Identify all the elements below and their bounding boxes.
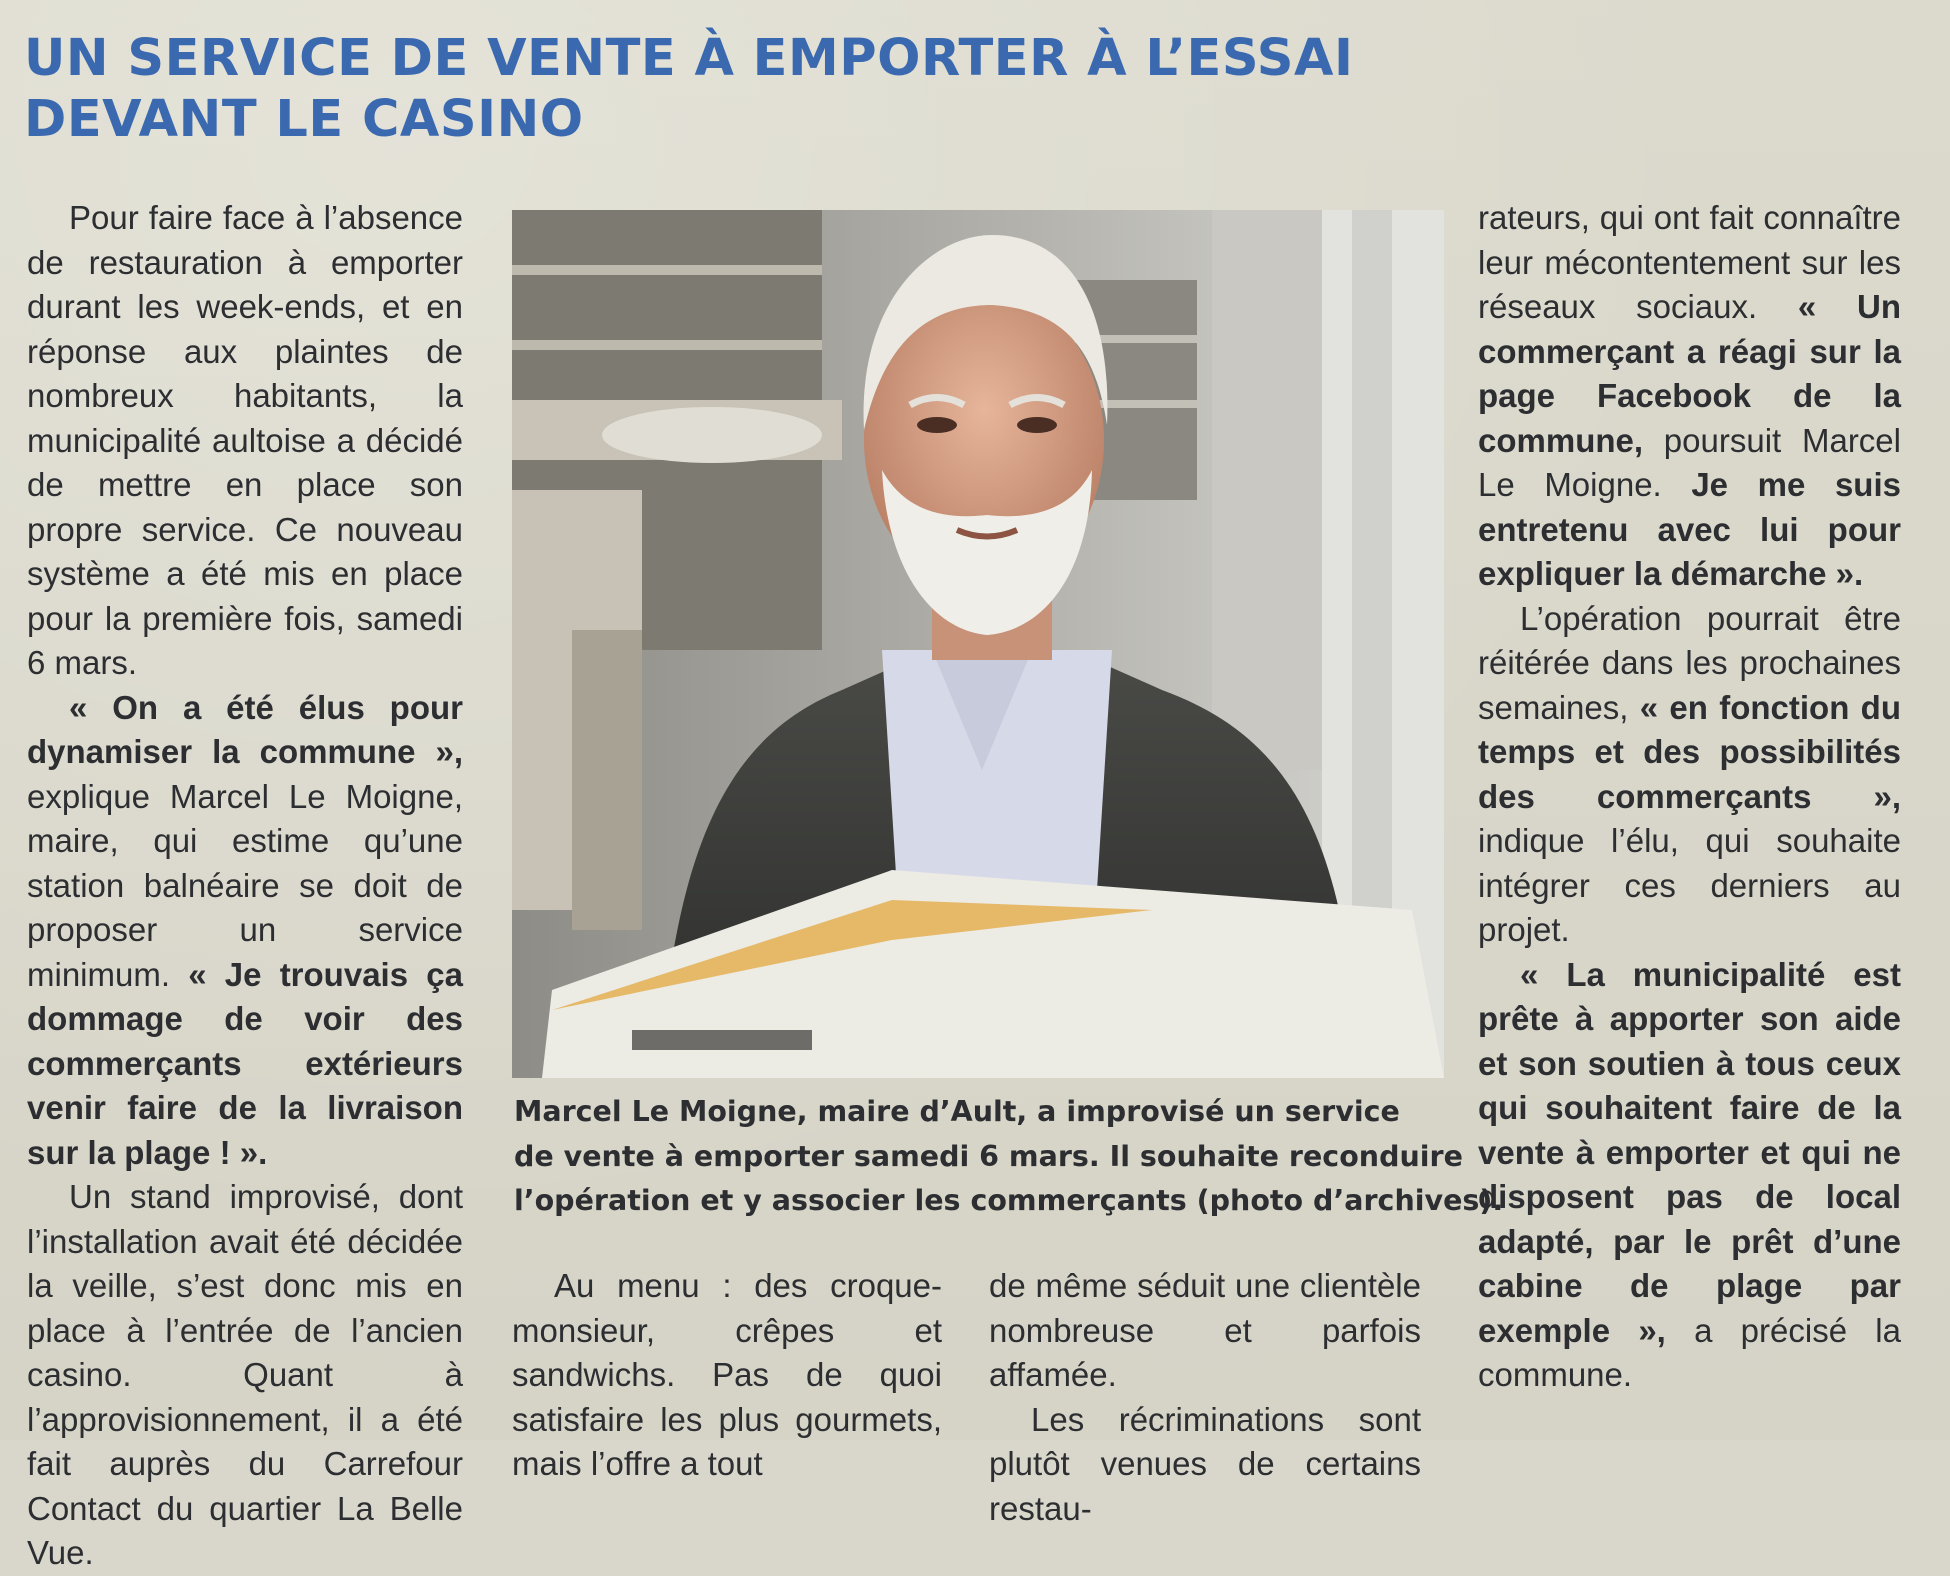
paragraph: Au menu : des croque-monsieur, crêpes et sandwichs. Pas de quoi satisfaire les plus gourmets, mais l’offre a tout <box>512 1267 942 1482</box>
body-text: a précisé la commune. <box>1478 1311 1901 1393</box>
paragraph-quote <box>27 686 463 1176</box>
caption-line: Marcel Le Moigne, maire d’Ault, a improvisé un service <box>514 1095 1400 1128</box>
body-text: poursuit Marcel Le Moigne. <box>1478 421 1901 503</box>
article-column-3 <box>1478 196 1901 1398</box>
article-headline <box>24 28 1924 150</box>
quote-text: « On a été élus pour dynamiser la commune », <box>27 688 463 770</box>
paragraph: Les récriminations sont plutôt venues de certains restau- <box>989 1400 1421 1527</box>
paragraph <box>1478 597 1901 953</box>
body-text: rateurs, qui ont fait connaître leur mécontentement sur les réseaux sociaux. <box>1478 199 1901 325</box>
quote-text: « La municipalité est prête à apporter son aide et son soutien à tous ceux qui souhaitent faire de la vente à emporter et qui ne disposent pas de local adapté, par le prêt d’une cabine de plage par exemple », <box>1478 955 1901 1349</box>
article-column-2b <box>989 1264 1421 1531</box>
article-column-1 <box>27 196 463 1576</box>
caption-line: de vente à emporter samedi 6 mars. Il souhaite reconduire <box>514 1139 1463 1173</box>
quote-text: « en fonction du temps et des possibilités des commerçants », <box>1478 688 1901 815</box>
headline-line-1: UN SERVICE DE VENTE À EMPORTER À L’ESSAI <box>24 29 1354 88</box>
body-text: indique l’élu, qui souhaite intégrer ces derniers au projet. <box>1478 822 1901 948</box>
caption-line: l’opération et y associer les commerçants (photo d’archives). <box>514 1184 1504 1217</box>
quote-text: « Un commerçant a réagi sur la page Facebook de la commune, <box>1478 288 1901 459</box>
paragraph: Un stand improvisé, dont l’installation avait été décidée la veille, s’est donc mis en place à l’entrée de l’ancien casino. Quant à l’approvisionnement, il a été fait auprès du Carrefour Contact du quartier La Belle Vue. <box>27 1178 463 1571</box>
paragraph: de même séduit une clientèle nombreuse et parfois affamée. <box>989 1267 1421 1393</box>
headline-line-2: DEVANT LE CASINO <box>24 90 584 149</box>
body-text: L’opération pourrait être réitérée dans les prochaines semaines, <box>1478 599 1901 726</box>
paragraph <box>1478 196 1901 597</box>
paragraph <box>1478 953 1901 1398</box>
article-column-2 <box>512 1264 942 1487</box>
paragraph: Pour faire face à l’absence de restauration à emporter durant les week-ends, et en réponse aux plaintes de nombreux habitants, la municipalité aultoise a décidé de mettre en place son propre service. Ce nouveau système a été mis en place pour la première fois, samedi 6 mars. <box>27 199 463 681</box>
body-text: explique Marcel Le Moigne, maire, qui estime qu’une station balnéaire se doit de proposer un service minimum. <box>27 777 463 993</box>
mayor-photo <box>512 210 1444 1078</box>
quote-text: Je me suis entretenu avec lui pour expliquer la démarche ». <box>1478 466 1901 592</box>
quote-text: « Je trouvais ça dommage de voir des commerçants extérieurs venir faire de la livraison sur la plage ! ». <box>27 955 463 1171</box>
photo-caption <box>514 1090 1504 1224</box>
photo-illustration <box>512 210 1444 1078</box>
